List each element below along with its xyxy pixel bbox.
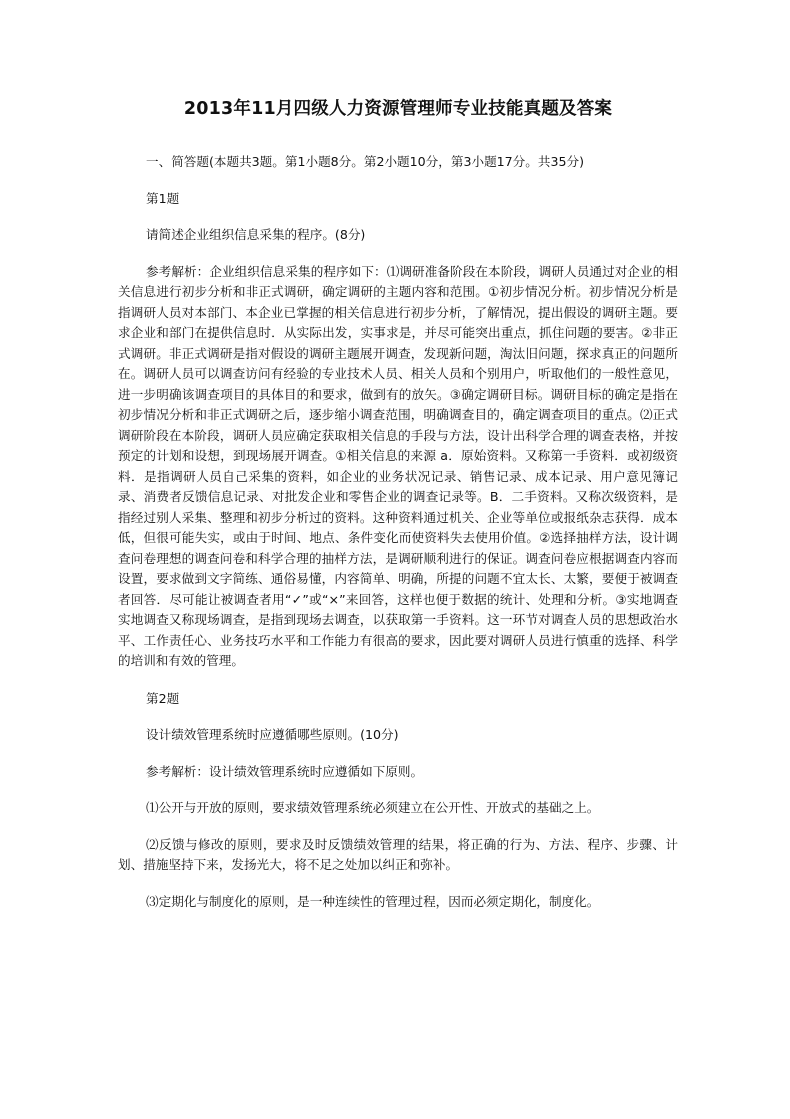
question-1-label: 第1题 [146, 190, 180, 206]
section-heading: 一、简答题(本题共3题。第1小题8分。第2小题10分，第3小题17分。共35分) [146, 154, 584, 169]
question-2-answer-intro: 参考解析：设计绩效管理系统时应遵循如下原则。 [146, 763, 424, 779]
question-2-point: ⑴公开与开放的原则，要求绩效管理系统必须建立在公开性、开放式的基础之上。 [146, 800, 600, 815]
question-2-point: ⑵反馈与修改的原则，要求及时反馈绩效管理的结果，将正确的行为、方法、程序、步骤、计划、措施坚持下来，发扬光大，将不足之处加以纠正和弥补。 [118, 836, 678, 872]
question-2-label: 第2题 [146, 690, 180, 706]
document-page [118, 96, 678, 928]
question-2-point: ⑶定期化与制度化的原则，是一种连续性的管理过程，因而必须定期化，制度化。 [146, 893, 600, 909]
question-1-text: 请简述企业组织信息采集的程序。(8分) [146, 227, 366, 242]
document-title: 2013年11月四级人力资源管理师专业技能真题及答案 [183, 99, 613, 119]
question-1-answer: 参考解析：企业组织信息采集的程序如下：⑴调研准备阶段在本阶段，调研人员通过对企业的相关信息进行初步分析和非正式调研，确定调研的主题内容和范围。①初步情况分析。初步情况分析是指调研人员对本部门、本企业已掌握的相关信息进行初步分析，了解情况，提出假设的调研主题。要求企业和部门在提供信息时．从实际出发，实事求是，并尽可能突出重点，抓住问题的要害。②非正式调研。非正式调研是指对假设的调研主题展开调查，发现新问题，淘汰旧问题，探求真正的问题所在。调研人员可以调查访问有经验的专业技术人员、相关人员和个别用户，听取他们的一般性意见，进一步明确该调查项目的具体目的和要求，做到有的放矢。③确定调研目标。调研目标的确定是指在初步情况分析和非正式调研之后，逐步缩小调查范围，明确调查目的，确定调查项目的重点。⑵正式调研阶段在本阶段，调研人员应确定获取相关信息的手段与方法，设计出科学合理的调查表格，并按预定的计划和设想，到现场展开调查。①相关信息的来源 a．原始资料。又称第一手资料．或初级资料．是指调研人员自己采集的资料，如企业的业务状况记录、销售记录、成本记录、用户意见簿记录、消费者反馈信息记录、对批发企业和零售企业的调查记录等。B．二手资料。又称次级资料，是指经过别人采集、整理和初步分析过的资料。这种资料通过机关、企业等单位或报纸杂志获得．成本低，但很可能失实，或由于时间、地点、条件变化而使资料失去使用价值。②选择抽样方法，设计调查问卷理想的调查问卷和科学合理的抽样方法，是调研顺利进行的保证。调查问卷应根据调查内容而设置，要求做到文字简练、通俗易懂，内容简单、明确，所提的问题不宜太长、太繁，要便于被调查者回答．尽可能让被调查者用“✓”或“×”来回答，这样也便于数据的统计、处理和分析。③实地调查实地调查又称现场调查，是指到现场去调查，以获取第一手资料。这一环节对调查人员的思想政治水平、工作责任心、业务技巧水平和工作能力有很高的要求，因此要对调研人员进行慎重的选择、科学的培训和有效的管理。 [118, 263, 678, 668]
question-2-text: 设计绩效管理系统时应遵循哪些原则。(10分) [146, 727, 399, 742]
